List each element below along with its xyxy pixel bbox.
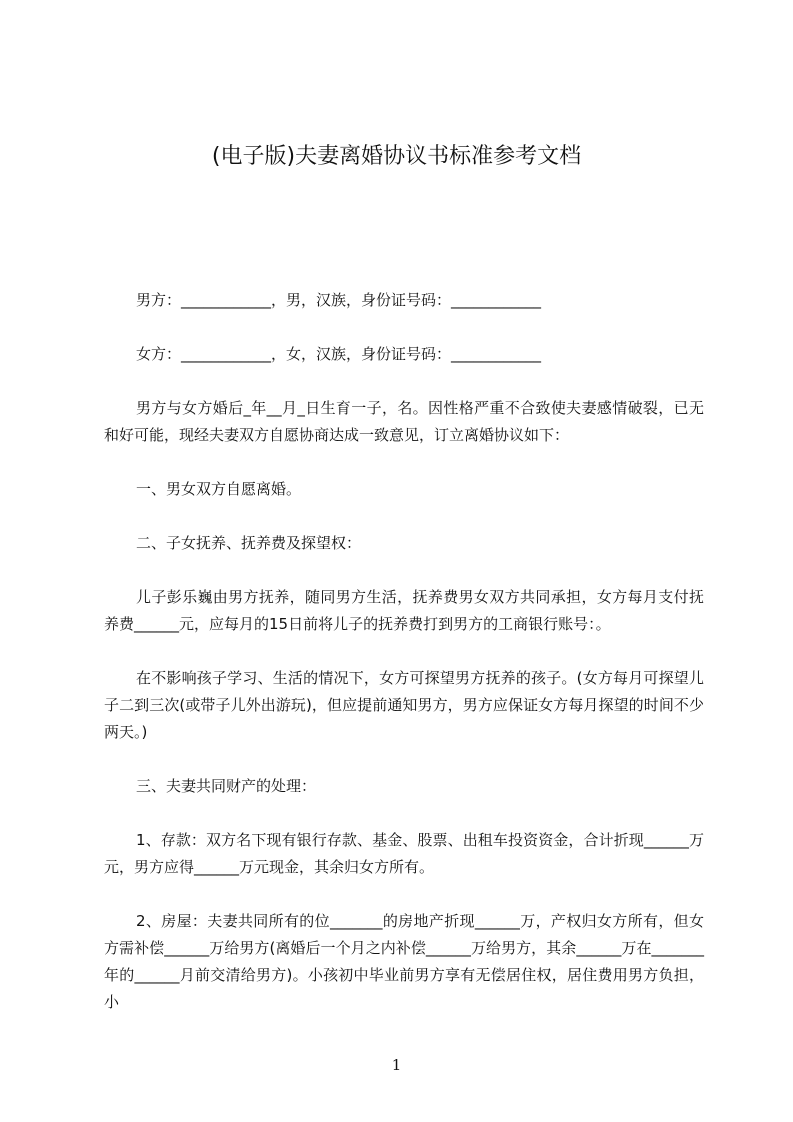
paragraph-visitation: 在不影响孩子学习、生活的情况下，女方可探望男方抚养的孩子。(女方每月可探望儿子二到三次(或带子儿外出游玩)，但应提前通知男方，男方应保证女方每月探望的时间不少两天。)	[104, 669, 704, 741]
document-body	[104, 287, 704, 1043]
section-heading-divorce: 一、男女双方自愿离婚。	[136, 480, 302, 498]
paragraph-preamble: 男方与女方婚后_年__月_日生育一子，名。因性格严重不合致使夫妻感情破裂，已无和好可能，现经夫妻双方自愿协商达成一致意见，订立离婚协议如下：	[104, 399, 704, 444]
page-number: 1	[391, 1056, 402, 1074]
paragraph-deposits: 1、存款：双方名下现有银行存款、基金、股票、出租车投资资金，合计折现______万元，男方应得______万元现金，其余归女方所有。	[104, 831, 704, 876]
section-heading-property: 三、夫妻共同财产的处理：	[136, 777, 317, 795]
paragraph-child-support: 儿子彭乐巍由男方抚养，随同男方生活，抚养费男女双方共同承担，女方每月支付抚养费______元，应每月的15日前将儿子的抚养费打到男方的工商银行账号：。	[104, 588, 704, 633]
paragraph-husband-info: 男方：____________，男，汉族，身份证号码：____________	[136, 291, 542, 309]
paragraph-wife-info: 女方：____________，女，汉族，身份证号码：____________	[136, 345, 542, 363]
paragraph-house: 2、房屋：夫妻共同所有的位_______的房地产折现______万，产权归女方所有，但女方需补偿______万给男方(离婚后一个月之内补偿______万给男方，其余______万在_______年的______月前交清给男方)。小孩初中毕业前男方享有无偿居住权，居住费用男方负担，小	[104, 912, 704, 1011]
document-title: (电子版)夫妻离婚协议书标准参考文档	[211, 144, 582, 169]
section-heading-custody: 二、子女抚养、抚养费及探望权：	[136, 534, 362, 552]
